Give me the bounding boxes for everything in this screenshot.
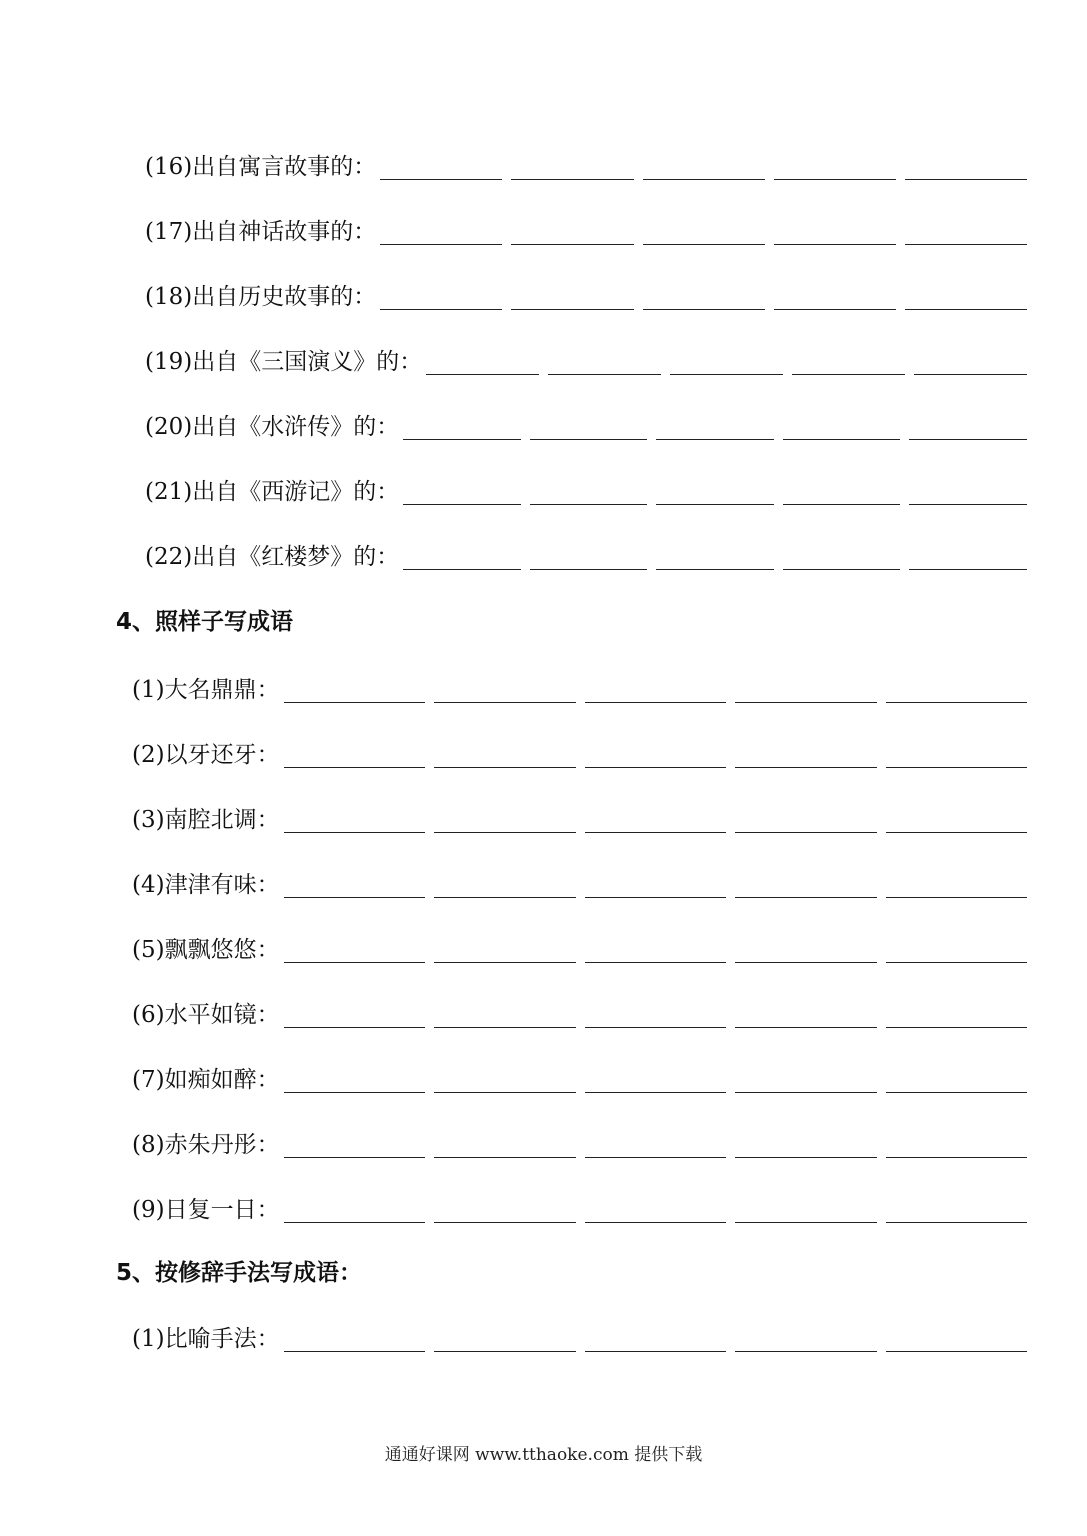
answer-blank[interactable] <box>735 1350 876 1352</box>
answer-blank[interactable] <box>909 503 1027 505</box>
item-label: (2)以牙还牙： <box>132 742 280 768</box>
answer-blanks <box>284 1091 1027 1097</box>
answer-blanks <box>284 701 1027 707</box>
answer-blank[interactable] <box>548 373 661 375</box>
answer-blank[interactable] <box>380 243 502 245</box>
answer-blank[interactable] <box>585 701 726 703</box>
answer-blanks <box>284 1221 1027 1227</box>
answer-blanks <box>284 961 1027 967</box>
idiom-item-19 <box>145 339 1027 379</box>
idiom-item-20 <box>145 404 1027 444</box>
answer-blanks <box>284 1350 1027 1356</box>
answer-blank[interactable] <box>585 1026 726 1028</box>
rhetoric-item-1 <box>132 1316 1027 1356</box>
answer-blank[interactable] <box>909 438 1027 440</box>
answer-blank[interactable] <box>434 896 575 898</box>
answer-blank[interactable] <box>530 568 648 570</box>
answer-blank[interactable] <box>434 1221 575 1223</box>
answer-blank[interactable] <box>434 1026 575 1028</box>
answer-blank[interactable] <box>783 568 901 570</box>
answer-blank[interactable] <box>643 243 765 245</box>
answer-blank[interactable] <box>905 178 1027 180</box>
answer-blank[interactable] <box>735 766 876 768</box>
answer-blank[interactable] <box>530 503 648 505</box>
answer-blank[interactable] <box>585 1091 726 1093</box>
answer-blank[interactable] <box>434 1350 575 1352</box>
answer-blank[interactable] <box>670 373 783 375</box>
answer-blanks <box>403 568 1027 574</box>
answer-blank[interactable] <box>434 831 575 833</box>
answer-blank[interactable] <box>434 1156 575 1158</box>
item-label: (1)比喻手法： <box>132 1326 280 1352</box>
answer-blank[interactable] <box>792 373 905 375</box>
answer-blank[interactable] <box>585 961 726 963</box>
answer-blank[interactable] <box>735 831 876 833</box>
pattern-item-4 <box>132 862 1027 902</box>
answer-blank[interactable] <box>585 1156 726 1158</box>
answer-blank[interactable] <box>284 1350 425 1352</box>
item-label: (19)出自《三国演义》的： <box>145 349 423 375</box>
answer-blank[interactable] <box>656 503 774 505</box>
answer-blank[interactable] <box>886 1091 1027 1093</box>
answer-blank[interactable] <box>886 831 1027 833</box>
answer-blank[interactable] <box>284 1091 425 1093</box>
item-label: (17)出自神话故事的： <box>145 219 377 245</box>
answer-blank[interactable] <box>886 701 1027 703</box>
item-label: (6)水平如镜： <box>132 1002 280 1028</box>
answer-blank[interactable] <box>284 701 425 703</box>
answer-blank[interactable] <box>284 961 425 963</box>
answer-blank[interactable] <box>380 308 502 310</box>
answer-blank[interactable] <box>284 896 425 898</box>
answer-blank[interactable] <box>403 568 521 570</box>
pattern-item-7 <box>132 1057 1027 1097</box>
answer-blank[interactable] <box>511 178 633 180</box>
item-label: (8)赤朱丹彤： <box>132 1132 280 1158</box>
item-label: (16)出自寓言故事的： <box>145 154 377 180</box>
answer-blank[interactable] <box>284 831 425 833</box>
answer-blank[interactable] <box>783 503 901 505</box>
answer-blank[interactable] <box>380 178 502 180</box>
idiom-item-22 <box>145 534 1027 574</box>
idiom-item-21 <box>145 469 1027 509</box>
answer-blanks <box>284 766 1027 772</box>
answer-blank[interactable] <box>774 243 896 245</box>
answer-blank[interactable] <box>434 701 575 703</box>
answer-blank[interactable] <box>511 308 633 310</box>
item-label: (7)如痴如醉： <box>132 1067 280 1093</box>
answer-blank[interactable] <box>735 896 876 898</box>
answer-blanks <box>403 503 1027 509</box>
answer-blank[interactable] <box>403 503 521 505</box>
item-label: (18)出自历史故事的： <box>145 284 377 310</box>
answer-blanks <box>380 308 1027 314</box>
answer-blanks <box>284 1026 1027 1032</box>
item-label: (22)出自《红楼梦》的： <box>145 544 400 570</box>
answer-blanks <box>380 178 1027 184</box>
pattern-item-3 <box>132 797 1027 837</box>
answer-blanks <box>284 1156 1027 1162</box>
pattern-item-1 <box>132 667 1027 707</box>
answer-blank[interactable] <box>735 1156 876 1158</box>
answer-blank[interactable] <box>886 961 1027 963</box>
item-label: (4)津津有味： <box>132 872 280 898</box>
answer-blank[interactable] <box>886 1026 1027 1028</box>
answer-blank[interactable] <box>914 373 1027 375</box>
answer-blank[interactable] <box>656 568 774 570</box>
idiom-item-17 <box>145 209 1027 249</box>
answer-blank[interactable] <box>643 308 765 310</box>
answer-blanks <box>380 243 1027 249</box>
answer-blank[interactable] <box>735 1091 876 1093</box>
answer-blank[interactable] <box>426 373 539 375</box>
page-footer: 通通好课网 www.tthaoke.com 提供下载 <box>384 1445 703 1465</box>
answer-blank[interactable] <box>886 766 1027 768</box>
pattern-item-2 <box>132 732 1027 772</box>
pattern-item-5 <box>132 927 1027 967</box>
answer-blank[interactable] <box>774 178 896 180</box>
answer-blank[interactable] <box>284 766 425 768</box>
answer-blank[interactable] <box>735 1026 876 1028</box>
item-label: (9)日复一日： <box>132 1197 280 1223</box>
answer-blank[interactable] <box>735 961 876 963</box>
answer-blanks <box>403 438 1027 444</box>
answer-blank[interactable] <box>284 1026 425 1028</box>
section-4-heading: 4、照样子写成语 <box>116 609 294 635</box>
item-label: (5)飘飘悠悠： <box>132 937 280 963</box>
section-5-heading: 5、按修辞手法写成语： <box>116 1260 363 1286</box>
answer-blank[interactable] <box>585 831 726 833</box>
answer-blank[interactable] <box>886 1156 1027 1158</box>
answer-blank[interactable] <box>905 243 1027 245</box>
answer-blanks <box>284 831 1027 837</box>
idiom-item-16 <box>145 144 1027 184</box>
answer-blank[interactable] <box>530 438 648 440</box>
answer-blank[interactable] <box>643 178 765 180</box>
answer-blank[interactable] <box>585 1221 726 1223</box>
answer-blank[interactable] <box>585 896 726 898</box>
answer-blank[interactable] <box>511 243 633 245</box>
item-label: (21)出自《西游记》的： <box>145 479 400 505</box>
pattern-item-9 <box>132 1187 1027 1227</box>
answer-blank[interactable] <box>434 1091 575 1093</box>
answer-blanks <box>426 373 1027 379</box>
answer-blank[interactable] <box>585 766 726 768</box>
answer-blank[interactable] <box>774 308 896 310</box>
answer-blank[interactable] <box>284 1156 425 1158</box>
answer-blank[interactable] <box>783 438 901 440</box>
answer-blank[interactable] <box>905 308 1027 310</box>
pattern-item-6 <box>132 992 1027 1032</box>
idiom-item-18 <box>145 274 1027 314</box>
answer-blank[interactable] <box>585 1350 726 1352</box>
answer-blank[interactable] <box>403 438 521 440</box>
answer-blank[interactable] <box>656 438 774 440</box>
answer-blank[interactable] <box>284 1221 425 1223</box>
pattern-item-8 <box>132 1122 1027 1162</box>
answer-blank[interactable] <box>886 896 1027 898</box>
item-label: (20)出自《水浒传》的： <box>145 414 400 440</box>
answer-blank[interactable] <box>434 766 575 768</box>
answer-blank[interactable] <box>434 961 575 963</box>
answer-blank[interactable] <box>735 701 876 703</box>
item-label: (1)大名鼎鼎： <box>132 677 280 703</box>
answer-blank[interactable] <box>909 568 1027 570</box>
item-label: (3)南腔北调： <box>132 807 280 833</box>
answer-blank[interactable] <box>735 1221 876 1223</box>
answer-blank[interactable] <box>886 1221 1027 1223</box>
answer-blanks <box>284 896 1027 902</box>
answer-blank[interactable] <box>886 1350 1027 1352</box>
